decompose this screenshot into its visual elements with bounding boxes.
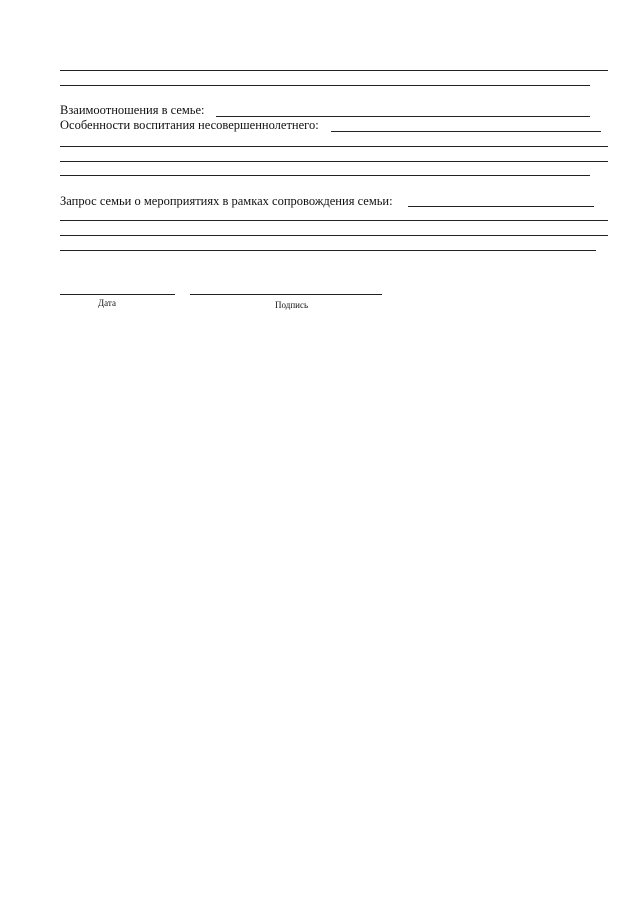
blank-line (60, 220, 608, 221)
upbringing-label: Особенности воспитания несовершеннолетнего: (60, 118, 319, 132)
blank-line (60, 175, 590, 176)
upbringing-answer-line[interactable] (331, 131, 601, 132)
blank-line (60, 235, 608, 236)
date-line[interactable] (60, 294, 175, 295)
blank-line (60, 146, 608, 147)
relations-answer-line[interactable] (216, 116, 590, 117)
blank-line (60, 250, 596, 251)
relations-label: Взаимоотношения в семье: (60, 103, 205, 117)
request-label: Запрос семьи о мероприятиях в рамках сопровождения семьи: (60, 194, 393, 208)
request-answer-line[interactable] (408, 206, 594, 207)
blank-line (60, 161, 608, 162)
date-caption: Дата (98, 298, 116, 308)
signature-line[interactable] (190, 294, 382, 295)
blank-line (60, 85, 590, 86)
blank-line (60, 70, 608, 71)
signature-caption: Подпись (275, 300, 309, 310)
